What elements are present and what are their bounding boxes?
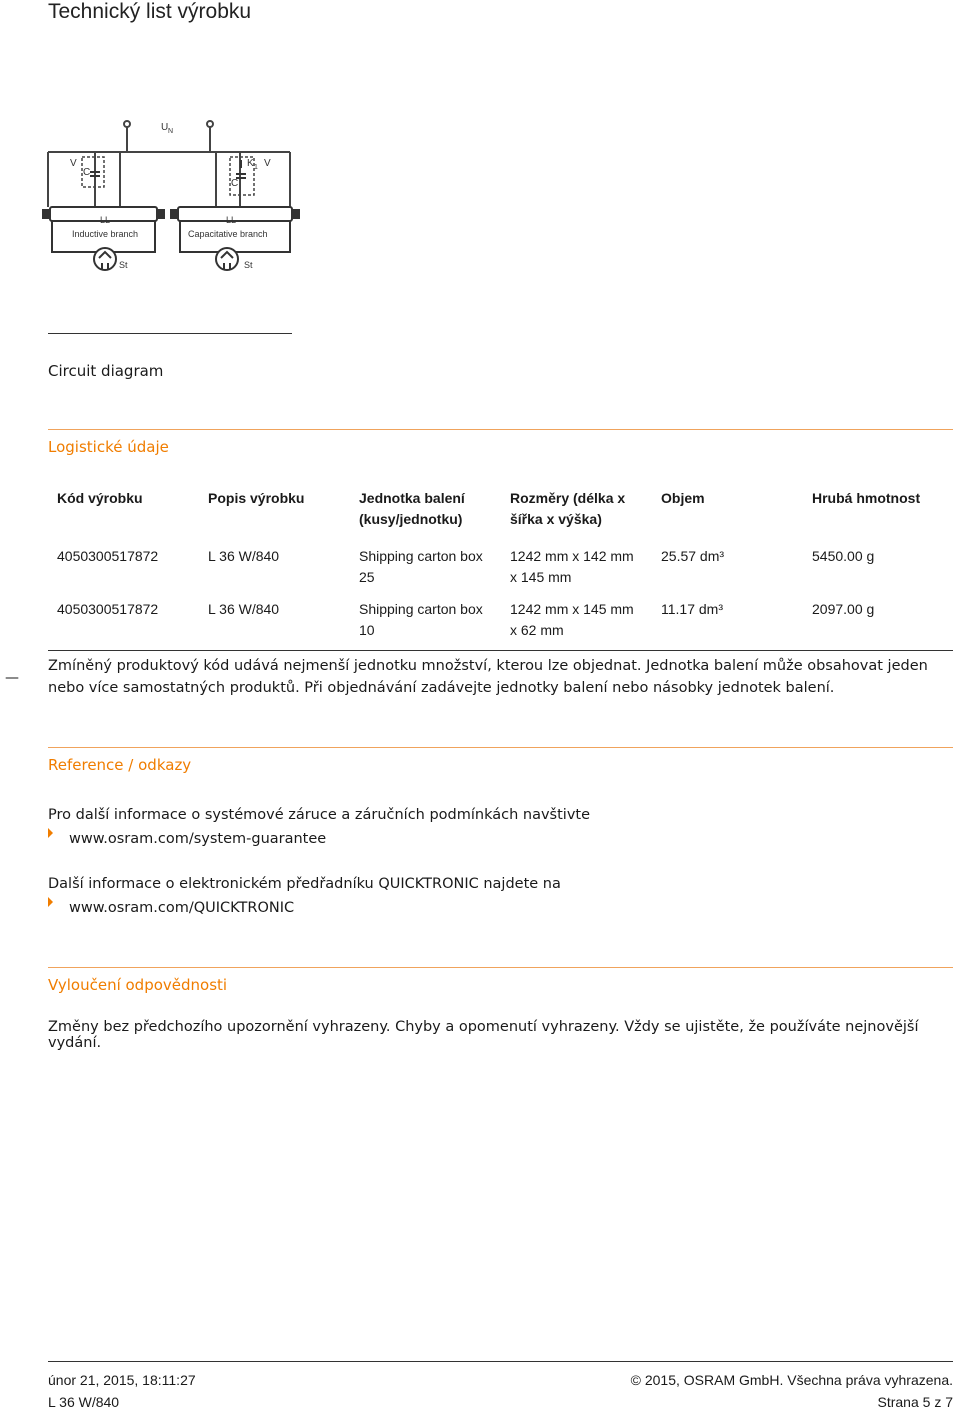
column-header: Kód výrobku (57, 490, 143, 506)
note-marker: — (5, 670, 19, 686)
column-header: Jednotka balení (kusy/jednotku) (359, 490, 465, 527)
table-cell: Shipping carton box 25 (359, 548, 483, 585)
column-header: Rozměry (délka x šířka x výška) (510, 490, 626, 527)
arrow-right-icon (48, 828, 53, 838)
st-left-label: St (119, 260, 128, 270)
arrow-right-icon (48, 897, 53, 907)
page-title: Technický list výrobku (48, 0, 252, 23)
ll-right-label: LL (226, 215, 237, 225)
inductive-branch-label: Inductive branch (72, 229, 139, 239)
quicktronic-text: Další informace o elektronickém předřadníku QUICKTRONIC najdete na (48, 876, 561, 892)
table-cell: 11.17 dm³ (652, 597, 803, 651)
disclaimer-text: Změny bez předchozího upozornění vyhrazeny. Chyby a opomenutí vyhrazeny. Vždy se ujistěte, že používáte nejnovější vydání. (48, 1019, 919, 1051)
table-cell: Shipping carton box 10 (350, 597, 501, 651)
logistics-note: Zmíněný produktový kód udává nejmenší jednotku množství, kterou lze objednat. Jednotka balení může obsahovat jeden nebo více samostatných produktů. Při objednávání zadávejte jednotky balení nebo násobky jednotek balení. (48, 658, 928, 696)
column-header: Popis výrobku (208, 490, 305, 506)
table-cell: 25.57 dm³ (661, 548, 725, 564)
k1-sub-label: 1 (254, 164, 258, 171)
guarantee-text: Pro další informace o systémové záruce a záručních podmínkách navštivte (48, 807, 591, 823)
un-sub-label: N (168, 128, 174, 135)
table-cell: 2097.00 g (803, 597, 953, 651)
table-cell: L 36 W/840 (199, 597, 350, 651)
v-right-label: V (264, 158, 271, 169)
c-right-label: C (231, 178, 239, 189)
section-divider (48, 747, 953, 748)
logistics-table (48, 486, 953, 651)
footer-product: L 36 W/840 (48, 1394, 120, 1410)
caption-divider (48, 333, 292, 334)
figure-caption: Circuit diagram (48, 362, 164, 380)
table-cell: 5450.00 g (812, 548, 875, 564)
table-cell: 1242 mm x 145 mm x 62 mm (501, 597, 652, 651)
references-heading: Reference / odkazy (48, 756, 192, 774)
logistics-heading: Logistické údaje (48, 438, 169, 456)
column-header: Objem (661, 490, 705, 506)
st-right-label: St (244, 260, 253, 270)
guarantee-link[interactable]: www.osram.com/system-guarantee (69, 831, 327, 847)
section-divider (48, 967, 953, 968)
table-header-row (48, 486, 953, 544)
table-cell: 4050300517872 (48, 597, 199, 651)
table-row (48, 544, 953, 597)
v-left-label: V (70, 158, 77, 169)
footer-copyright: © 2015, OSRAM GmbH. Všechna práva vyhrazena. (630, 1372, 953, 1388)
footer-divider (48, 1361, 953, 1362)
c-left-label: C (83, 167, 91, 178)
un-label: U (161, 122, 169, 133)
quicktronic-link[interactable]: www.osram.com/QUICKTRONIC (69, 900, 295, 916)
column-header: Hrubá hmotnost (812, 490, 921, 506)
guarantee-link-row[interactable] (48, 831, 326, 847)
disclaimer-heading: Vyloučení odpovědnosti (48, 976, 228, 994)
capacitative-branch-label: Capacitative branch (188, 229, 268, 239)
circuit-diagram (40, 112, 300, 287)
footer-page-number: Strana 5 z 7 (877, 1394, 953, 1410)
table-row (48, 597, 953, 651)
ll-left-label: LL (100, 215, 111, 225)
quicktronic-link-row[interactable] (48, 900, 294, 916)
table-cell: L 36 W/840 (208, 548, 280, 564)
k1-label: K (247, 158, 254, 169)
section-divider (48, 429, 953, 430)
table-cell: 4050300517872 (57, 548, 159, 564)
table-cell: 1242 mm x 142 mm x 145 mm (510, 548, 634, 585)
footer-date: únor 21, 2015, 18:11:27 (48, 1372, 196, 1388)
